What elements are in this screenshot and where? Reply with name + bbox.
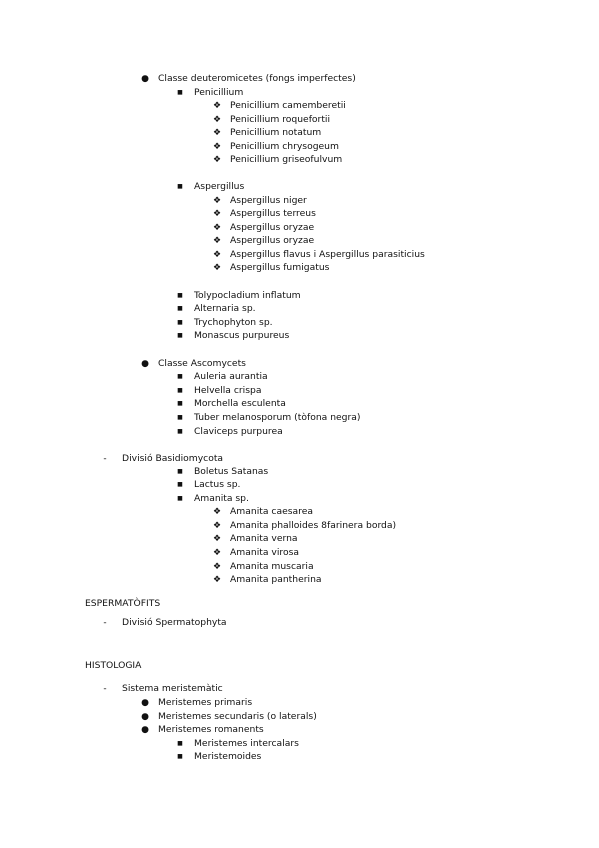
square-bullet-icon: ■ — [177, 495, 183, 502]
square-bullet-icon: ■ — [177, 400, 183, 407]
list-item: Amanita caesarea — [230, 506, 314, 517]
diamond-bullet-icon: ❖ — [212, 263, 222, 273]
list-item: Morchella esculenta — [194, 398, 286, 409]
list-item: Aspergillus oryzae — [230, 222, 315, 233]
square-bullet-icon: ■ — [177, 414, 183, 421]
list-item: Amanita phalloides 8farinera borda) — [230, 520, 397, 531]
list-item: Monascus purpureus — [194, 330, 290, 341]
square-bullet-icon: ■ — [177, 305, 183, 312]
list-item: Meristemes intercalars — [194, 738, 299, 749]
list-item: Claviceps purpurea — [194, 426, 283, 437]
diamond-bullet-icon: ❖ — [212, 562, 222, 572]
dash-bullet-icon: - — [103, 684, 107, 694]
square-bullet-icon: ■ — [177, 183, 183, 190]
list-item: Meristemes primaris — [158, 697, 253, 708]
list-item: Penicillium — [194, 87, 244, 98]
list-item: Penicillium camemberetii — [230, 100, 346, 111]
section-heading: HISTOLOGIA — [85, 660, 142, 671]
list-item: Tuber melanosporum (tòfona negra) — [194, 412, 361, 423]
section-heading: ESPERMATÒFITS — [85, 598, 161, 609]
list-item: Penicillium roquefortii — [230, 114, 331, 125]
dash-bullet-icon: - — [103, 618, 107, 628]
square-bullet-icon: ■ — [177, 292, 183, 299]
list-item: Amanita muscaria — [230, 561, 314, 572]
list-item: Lactus sp. — [194, 479, 241, 490]
list-item: Trychophyton sp. — [194, 317, 273, 328]
list-item: Sistema meristemàtic — [122, 683, 223, 694]
diamond-bullet-icon: ❖ — [212, 115, 222, 125]
square-bullet-icon: ■ — [177, 468, 183, 475]
list-item: Aspergillus oryzae — [230, 235, 315, 246]
square-bullet-icon: ■ — [177, 319, 183, 326]
diamond-bullet-icon: ❖ — [212, 196, 222, 206]
square-bullet-icon: ■ — [177, 387, 183, 394]
list-item: Tolypocladium inflatum — [194, 290, 301, 301]
square-bullet-icon: ■ — [177, 428, 183, 435]
square-bullet-icon: ■ — [177, 89, 183, 96]
diamond-bullet-icon: ❖ — [212, 101, 222, 111]
round-bullet-icon: ● — [141, 359, 149, 369]
list-item: Helvella crispa — [194, 385, 262, 396]
list-item: Classe Ascomycets — [158, 358, 246, 369]
diamond-bullet-icon: ❖ — [212, 155, 222, 165]
round-bullet-icon: ● — [141, 712, 149, 722]
list-item: Divisió Basidiomycota — [122, 453, 224, 464]
diamond-bullet-icon: ❖ — [212, 575, 222, 585]
list-item: Aspergillus — [194, 181, 245, 192]
round-bullet-icon: ● — [141, 725, 149, 735]
list-item: Meristemes secundaris (o laterals) — [158, 711, 317, 722]
square-bullet-icon: ■ — [177, 332, 183, 339]
list-item: Boletus Satanas — [194, 466, 269, 477]
list-item: Classe deuteromicetes (fongs imperfectes) — [158, 73, 356, 84]
round-bullet-icon: ● — [141, 698, 149, 708]
list-item: Alternaria sp. — [194, 303, 256, 314]
list-item: Penicillium notatum — [230, 127, 322, 138]
list-item: Amanita sp. — [194, 493, 249, 504]
list-item: Aspergillus niger — [230, 195, 307, 206]
diamond-bullet-icon: ❖ — [212, 209, 222, 219]
list-item: Meristemes romanents — [158, 724, 264, 735]
square-bullet-icon: ■ — [177, 481, 183, 488]
round-bullet-icon: ● — [141, 74, 149, 84]
square-bullet-icon: ■ — [177, 373, 183, 380]
list-item: Amanita virosa — [230, 547, 299, 558]
square-bullet-icon: ■ — [177, 740, 183, 747]
diamond-bullet-icon: ❖ — [212, 250, 222, 260]
list-item: Amanita verna — [230, 533, 298, 544]
list-item: Divisió Spermatophyta — [122, 617, 227, 628]
list-item: Aspergillus flavus i Aspergillus parasiticius — [230, 249, 425, 260]
list-item: Aspergillus fumigatus — [230, 262, 330, 273]
diamond-bullet-icon: ❖ — [212, 534, 222, 544]
dash-bullet-icon: - — [103, 454, 107, 464]
diamond-bullet-icon: ❖ — [212, 128, 222, 138]
list-item: Penicillium chrysogeum — [230, 141, 339, 152]
list-item: Aspergillus terreus — [230, 208, 316, 219]
list-item: Amanita pantherina — [230, 574, 322, 585]
list-item: Meristemoides — [194, 751, 262, 762]
diamond-bullet-icon: ❖ — [212, 507, 222, 517]
diamond-bullet-icon: ❖ — [212, 521, 222, 531]
diamond-bullet-icon: ❖ — [212, 548, 222, 558]
list-item: Auleria aurantia — [194, 371, 268, 382]
diamond-bullet-icon: ❖ — [212, 142, 222, 152]
diamond-bullet-icon: ❖ — [212, 223, 222, 233]
list-item: Penicillium griseofulvum — [230, 154, 343, 165]
diamond-bullet-icon: ❖ — [212, 236, 222, 246]
square-bullet-icon: ■ — [177, 753, 183, 760]
